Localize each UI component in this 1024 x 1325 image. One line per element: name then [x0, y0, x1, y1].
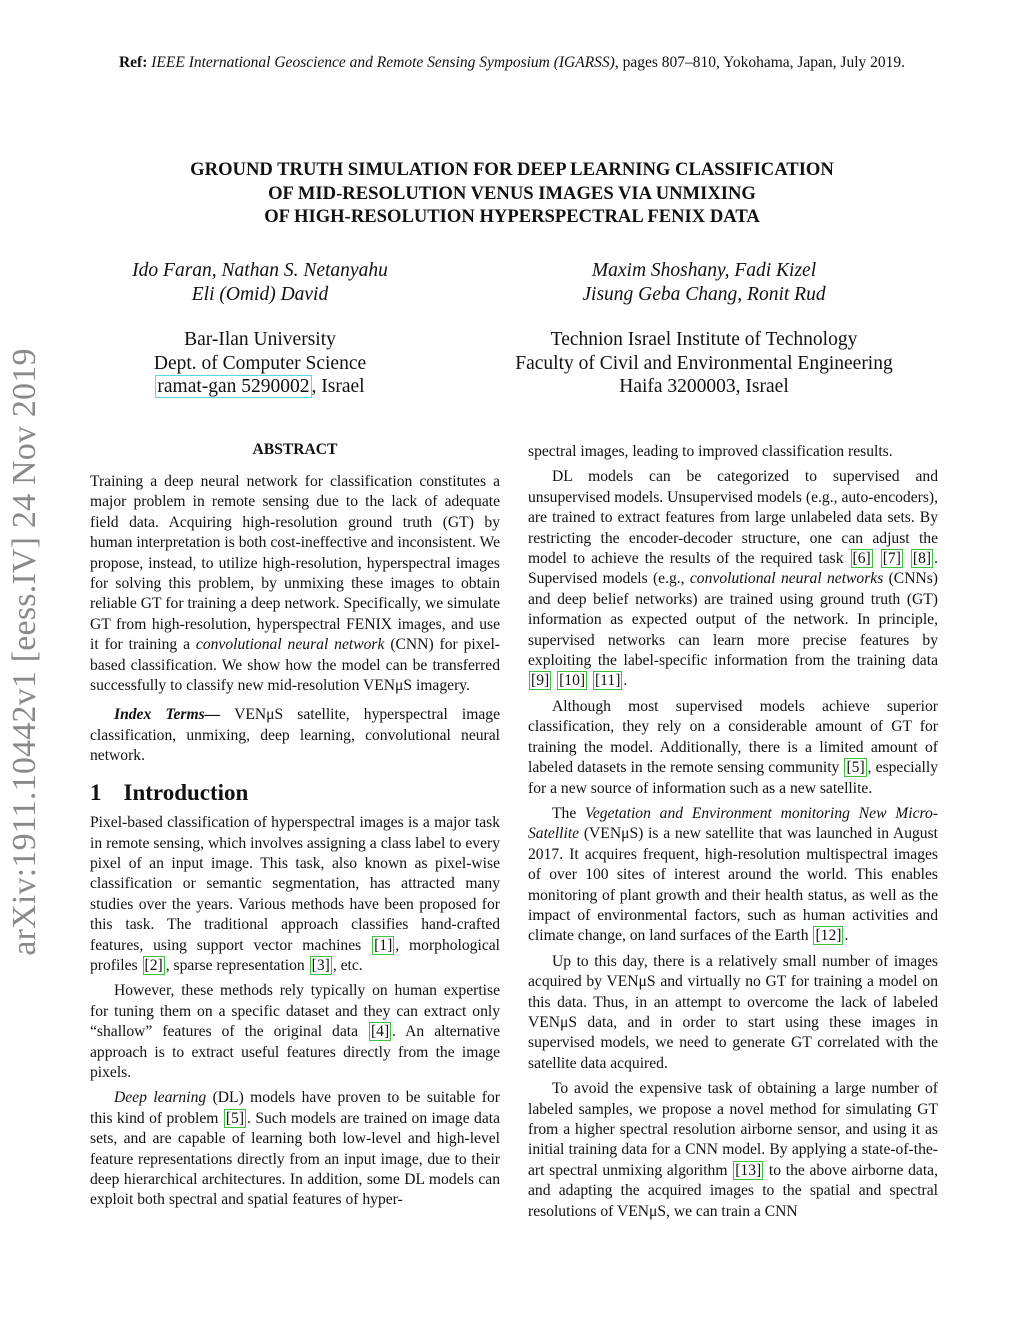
affiliation-right-line-2: Faculty of Civil and Environmental Engineering	[515, 352, 893, 374]
right-paragraph-2	[528, 697, 938, 799]
title-line-1: GROUND TRUTH SIMULATION FOR DEEP LEARNING CLASSIFICATION	[190, 159, 834, 180]
citation-12[interactable]: [12]	[815, 927, 842, 945]
intro-p2-text: However, these methods rely typically on human expertise for tuning them on a specific dataset and they can extract only “shallow” features of the original data	[90, 982, 500, 1041]
right-p3-text-b: .	[844, 927, 849, 945]
reference-venue: IEEE International Geoscience and Remote Sensing Symposium (IGARSS)	[151, 54, 615, 71]
right-p3-text: (VENμS) is a new satellite that was launched in August 2017. It acquires frequent, high-resolution multispectral images of over 100 sites of interest around the world. This enables monitoring of plant growth and their health status, as well as the impact of environmental factors, such as human activities and climate change, on land surfaces of the Earth	[528, 825, 938, 945]
authors-left	[40, 259, 480, 306]
right-paragraph-4: Up to this day, there is a relatively small number of images acquired by VENμS and virtually no GT for training a model on this data. Thus, in an attempt to overcome the lack of labeled VENμS data, and in order to start using these images in supervised models, we need to generate GT correlated with the satellite data acquired.	[528, 952, 938, 1072]
right-paragraph-3	[528, 804, 938, 947]
title-line-3: OF HIGH-RESOLUTION HYPERSPECTRAL FENIX DATA	[264, 206, 760, 227]
arxiv-stamp: arXiv:1911.10442v1 [eess.IV] 24 Nov 2019	[6, 348, 43, 956]
citation-5-right[interactable]: [5]	[846, 759, 865, 777]
intro-p1-text-c: , sparse representation	[165, 956, 309, 974]
citation-3[interactable]: [3]	[311, 956, 330, 974]
right-paragraph-1	[528, 467, 938, 691]
citation-1[interactable]: [1]	[374, 936, 393, 954]
paper-title	[0, 158, 1024, 229]
right-p1-text-b: . Supervised models (e.g.,	[528, 550, 938, 588]
right-paragraph-5	[528, 1079, 938, 1222]
citation-4[interactable]: [4]	[370, 1023, 390, 1041]
right-p3-text-a: The	[552, 804, 586, 822]
intro-paragraph-2	[90, 981, 500, 1083]
section-number: 1	[90, 779, 102, 805]
left-column	[90, 472, 500, 1211]
abstract-text-a: Training a deep neural network for classification constitutes a major problem in remote sensing due to the lack of adequate field data. Acquiring high-resolution ground truth (GT) by human interpretation is both cost-ineffective and inconsistent. We propose, instead, to utilize high-resolution, hyperspectral images for solving this problem, by unmixing these images to obtain reliable GT for training a deep network. Specifically, we simulate GT from high-resolution, hyperspectral FENIX images, and use it for training a	[90, 473, 500, 654]
citation-10[interactable]: [10]	[559, 672, 586, 690]
citation-13[interactable]: [13]	[735, 1161, 762, 1179]
right-p1-text-d: .	[623, 672, 628, 690]
authors-right	[484, 259, 924, 306]
affiliation-right	[484, 328, 924, 399]
reference-line	[0, 54, 1024, 72]
right-p1-emphasis: convolutional neural networks	[689, 570, 884, 588]
citation-6[interactable]: [6]	[852, 550, 871, 568]
citation-7[interactable]: [7]	[882, 550, 901, 568]
affiliation-left-line-2: Dept. of Computer Science	[153, 352, 367, 374]
reference-label: Ref:	[118, 54, 148, 71]
index-terms	[90, 705, 500, 766]
authors-left-line-1: Ido Faran, Nathan S. Netanyahu	[132, 260, 388, 281]
affiliation-left-line-3	[40, 375, 480, 399]
intro-p1-text: Pixel-based classification of hyperspectral images is a major task in remote sensing, which involves assigning a class label to every pixel of an input image. This task, also known as pixel-wise classification or semantic segmentation, has attracted many studies over the years. Various methods have been proposed for this task. The traditional approach classifies hand-crafted features, using support vector machines	[90, 814, 500, 954]
affiliation-right-line-3: Haifa 3200003, Israel	[619, 376, 789, 397]
affiliation-left-tail: , Israel	[311, 376, 365, 397]
citation-5[interactable]: [5]	[225, 1109, 245, 1127]
right-p3-emphasis: Vegetation and Environment monitoring New Micro-Satellite	[528, 804, 938, 843]
abstract-emphasis: convolutional neural network	[195, 636, 385, 654]
right-column	[528, 442, 938, 1222]
abstract-text	[90, 472, 500, 696]
right-p1-text-c: (CNNs) and deep belief networks) are trained using ground truth (GT) information as expected output of the network. In principle, supervised networks can learn more precise features by exploiting the label-specific information from the training data	[528, 570, 938, 670]
section-title: Introduction	[123, 779, 249, 805]
intro-p3-emphasis: Deep learning	[114, 1089, 207, 1107]
right-p2-text-b: , especially for a new source of information such as a new satellite.	[528, 759, 938, 797]
affiliation-right-line-1: Technion Israel Institute of Technology	[550, 329, 858, 350]
title-line-2: OF MID-RESOLUTION VENUS IMAGES VIA UNMIXING	[268, 182, 756, 204]
right-p5-text-b: to the above airborne data, and adapting the acquired images to the spatial and spectral resolutions of VENμS, we can train a CNN	[528, 1161, 938, 1220]
intro-p3-text-b: . Such models are trained on image data sets, and are capable of learning both low-level and high-level feature representations directly from an input image, due to their deep hierarchical architectures. In addition, some DL models can exploit both spectral and spatial features of hyper-	[90, 1109, 500, 1209]
citation-8[interactable]: [8]	[912, 550, 932, 568]
intro-p1-text-d: , etc.	[332, 956, 363, 974]
index-terms-label: Index Terms—	[114, 706, 221, 724]
intro-paragraph-1	[90, 813, 500, 976]
right-paragraph-0: spectral images, leading to improved classification results.	[528, 443, 893, 460]
affiliation-left-line-1: Bar-Ilan University	[184, 329, 336, 350]
reference-details: , pages 807–810, Yokohama, Japan, July 2019.	[614, 54, 906, 71]
intro-p3-text: (DL) models have proven to be suitable for this kind of problem	[90, 1089, 500, 1127]
citation-2[interactable]: [2]	[144, 956, 163, 974]
right-p1-text: DL models can be categorized to supervised and unsupervised models. Unsupervised models (e.g., auto-encoders), are trained to extract features from large unlabeled data sets. By restricting the encoder-decoder structure, one can adjust the model to achieve the results of the required task	[528, 468, 938, 568]
citation-11[interactable]: [11]	[594, 672, 621, 690]
citation-9[interactable]: [9]	[531, 672, 550, 690]
intro-paragraph-3	[90, 1088, 500, 1210]
abstract-text-b: (CNN) for pixel-based classification. We show how the model can be transferred successfully to classify new mid-resolution VENμS imagery.	[90, 636, 501, 695]
authors-left-line-2: Eli (Omid) David	[191, 283, 329, 305]
index-terms-text: VENμS satellite, hyperspectral image classification, unmixing, deep learning, convolutional neural network.	[90, 706, 500, 765]
authors-right-line-2: Jisung Geba Chang, Ronit Rud	[582, 283, 826, 305]
right-p5-text: To avoid the expensive task of obtaining a large number of labeled samples, we propose a novel method for simulating GT from a higher spectral resolution airborne sensor, and using it as initial training data for a CNN model. By applying a state-of-the-art spectral unmixing algorithm	[528, 1080, 938, 1179]
address-link[interactable]: ramat-gan 5290002	[157, 376, 310, 397]
intro-p2-text-b: . An alternative approach is to extract useful features directly from the image pixels.	[90, 1023, 500, 1081]
section-heading	[90, 779, 500, 805]
affiliation-left	[40, 328, 480, 399]
right-p2-text: Although most supervised models achieve superior classification, they rely on a considerable amount of GT for training the model. Additionally, there is a limited amount of labeled datasets in the remote sensing community	[528, 697, 938, 777]
authors-right-line-1: Maxim Shoshany, Fadi Kizel	[591, 260, 817, 281]
intro-p1-text-b: , morphological profiles	[90, 936, 500, 974]
abstract-heading: ABSTRACT	[252, 441, 338, 458]
